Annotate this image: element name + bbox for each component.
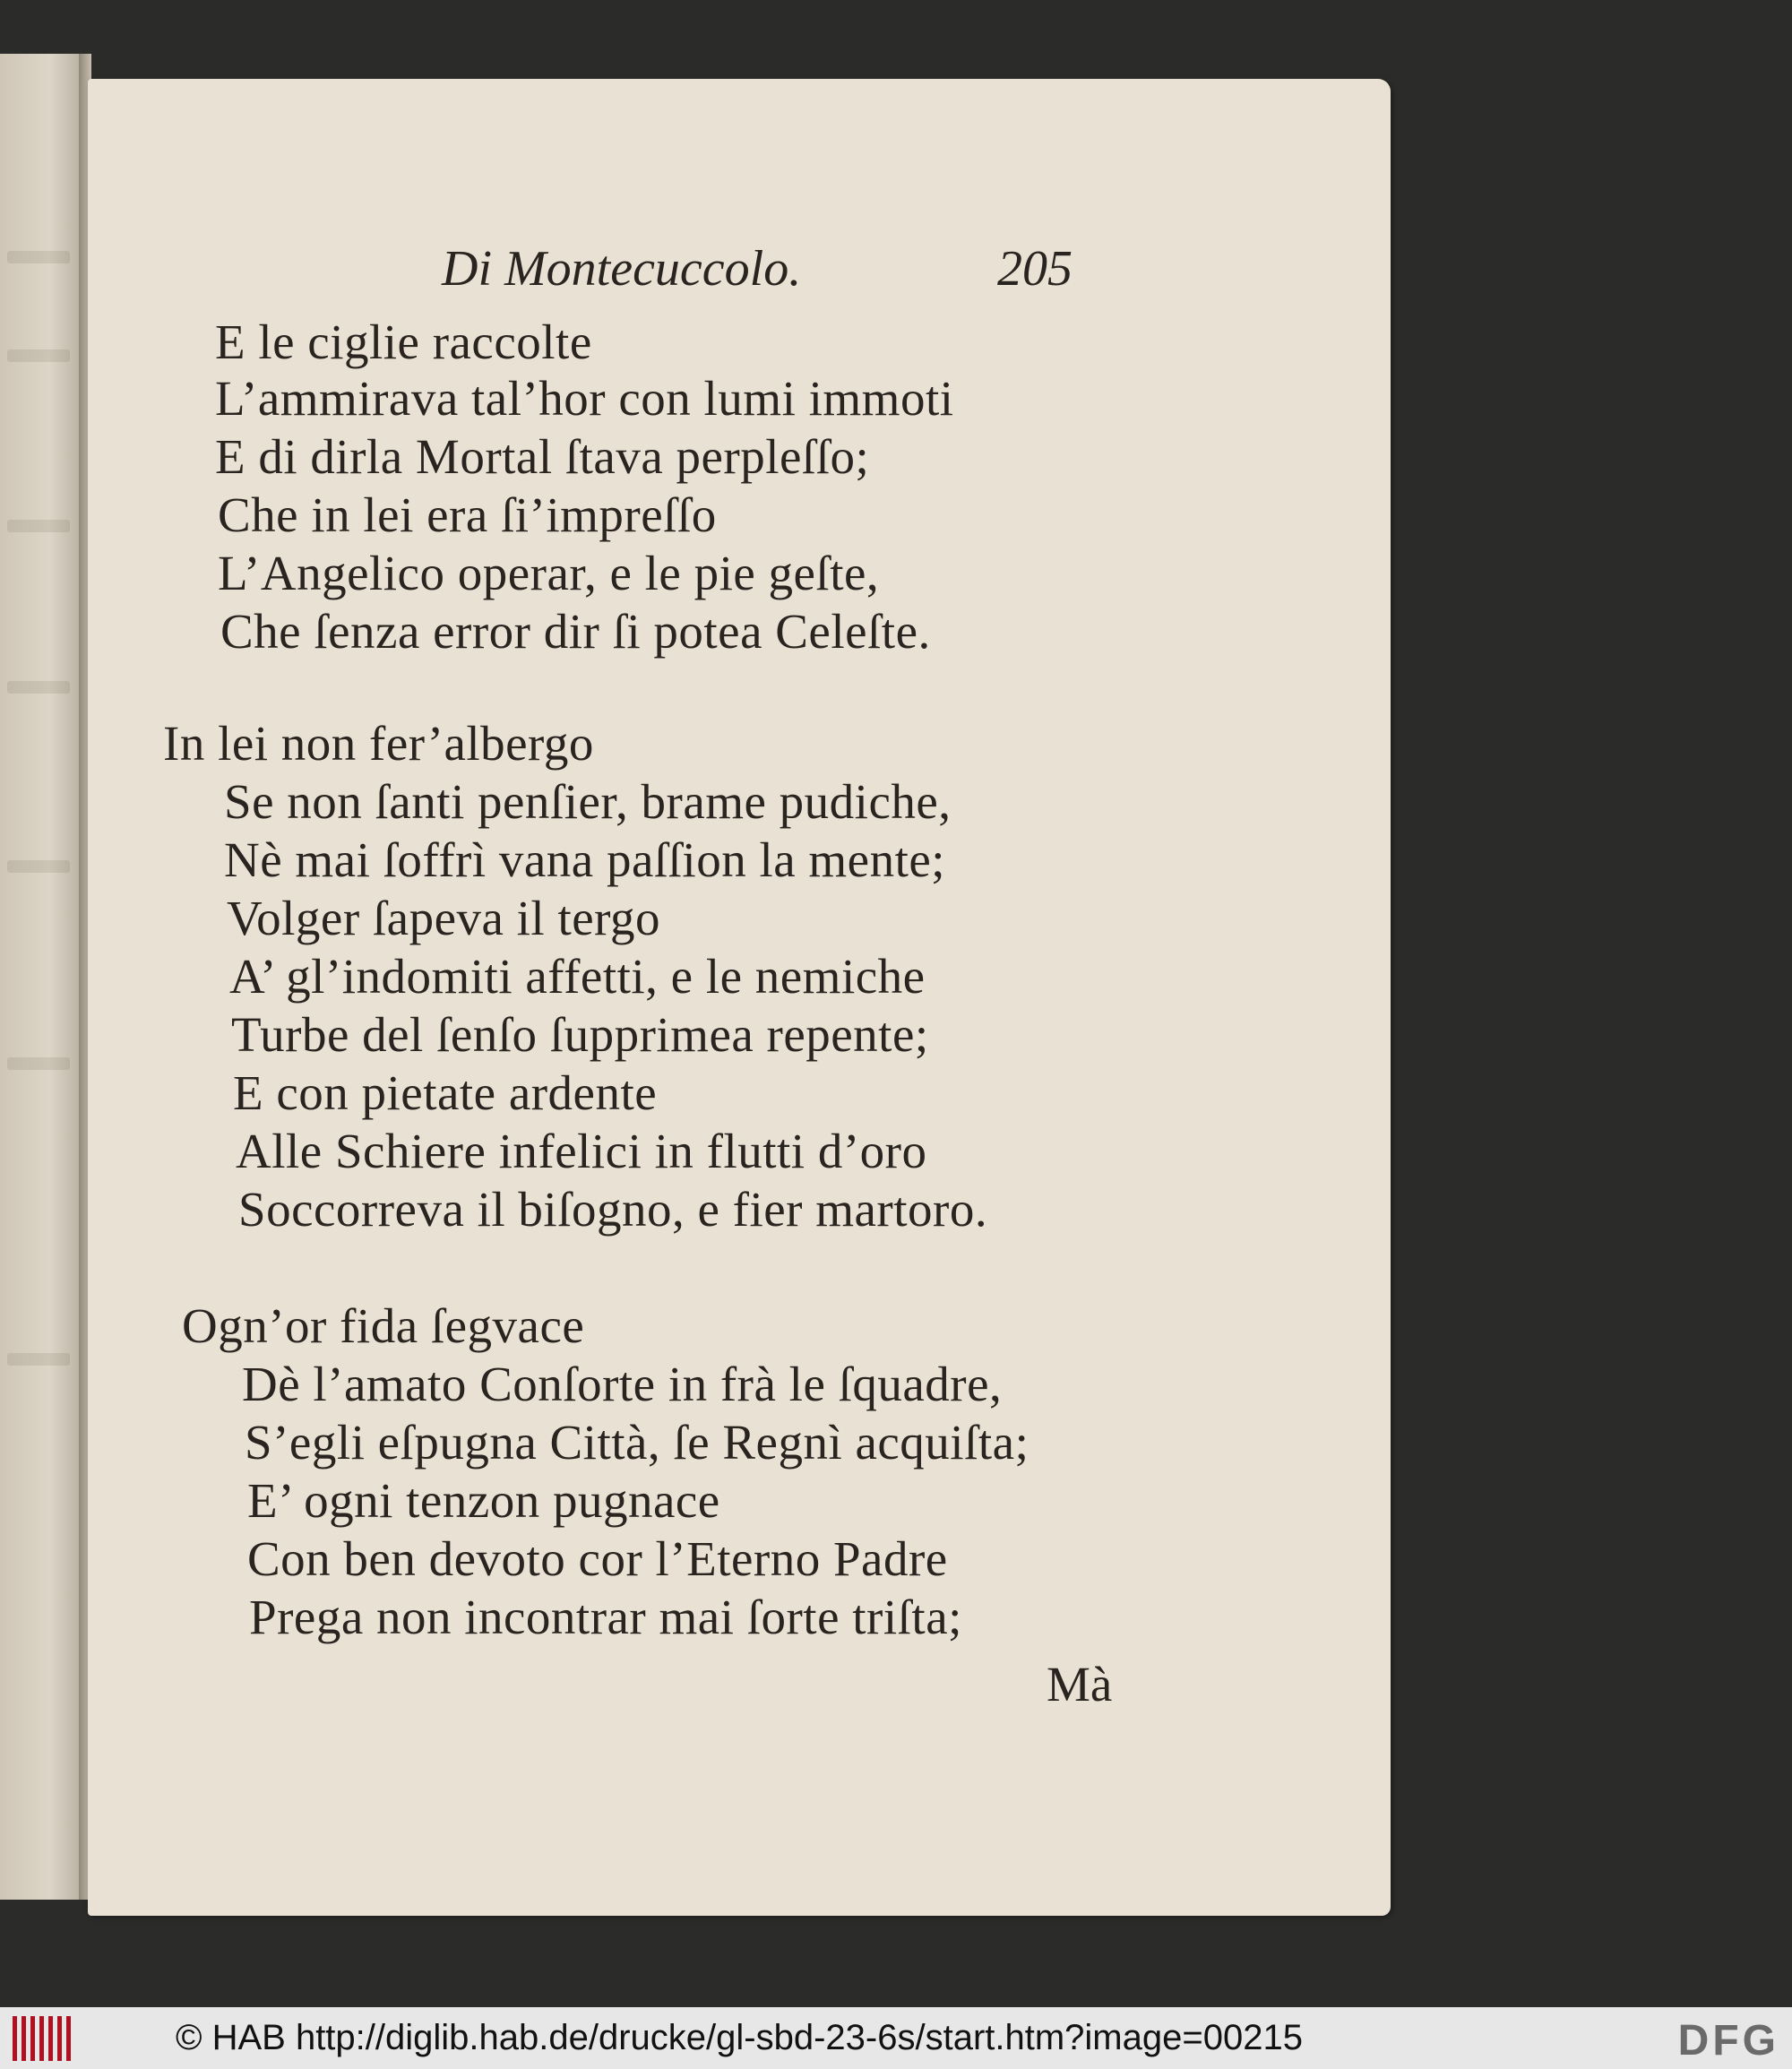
footer-bar [0, 2007, 1792, 2069]
bleed-through [7, 860, 70, 873]
verse-line: E le ciglie raccolte [215, 315, 592, 369]
verse-line: Che in lei era ſi’impreſſo [218, 487, 717, 542]
verse-line: S’egli eſpugna Città, ſe Regnì acquiſta; [245, 1415, 1030, 1470]
verse-line: Con ben devoto cor l’Eterno Padre [247, 1531, 948, 1586]
bleed-through [7, 681, 70, 694]
book-page [88, 79, 1391, 1916]
catchword: Mà [1047, 1657, 1113, 1711]
verse-line: Alle Schiere infelici in flutti d’oro [236, 1124, 927, 1178]
bleed-through [7, 1057, 70, 1070]
bleed-through [7, 251, 70, 263]
verse-line: L’ammirava tal’hor con lumi immoti [215, 371, 954, 426]
bleed-through [7, 520, 70, 532]
verse-line: E di dirla Mortal ſtava perpleſſo; [215, 429, 870, 484]
verse-line: Turbe del ſenſo ſupprimea repente; [231, 1007, 929, 1062]
verse-line: Volger ſapeva il tergo [227, 891, 660, 945]
hab-logo-icon[interactable] [13, 2016, 75, 2061]
verse-line: Nè mai ſoffrì vana paſſion la mente; [224, 832, 946, 887]
page-number: 205 [997, 241, 1073, 297]
previous-page-edge [0, 54, 82, 1900]
verse-line: Soccorreva il biſogno, e fier martoro. [238, 1182, 988, 1237]
verse-line: L’Angelico operar, e le pie geſte, [218, 546, 880, 600]
bleed-through [7, 349, 70, 362]
copyright-link[interactable]: © HAB http://diglib.hab.de/drucke/gl-sbd-23-6s/start.htm?image=00215 [176, 2018, 1303, 2057]
running-title: Di Montecuccolo. [442, 241, 802, 297]
verse-line: Dè l’amato Conſorte in frà le ſquadre, [242, 1357, 1003, 1411]
verse-line: A’ gl’indomiti affetti, e le nemiche [229, 949, 926, 1004]
verse-line: Se non ſanti penſier, brame pudiche, [224, 774, 952, 829]
verse-line: Prega non incontrar mai ſorte triſta; [249, 1590, 962, 1644]
verse-line: Che ſenza error dir ſi potea Celeſte. [220, 604, 931, 659]
verse-line: Ogn’or fida ſegvace [182, 1298, 585, 1353]
dfg-logo[interactable]: DFG [1677, 2017, 1779, 2065]
bleed-through [7, 1353, 70, 1366]
verse-line: E’ ogni tenzon pugnace [247, 1473, 720, 1528]
verse-line: In lei non fer’albergo [163, 716, 594, 771]
verse-line: E con pietate ardente [233, 1065, 658, 1120]
